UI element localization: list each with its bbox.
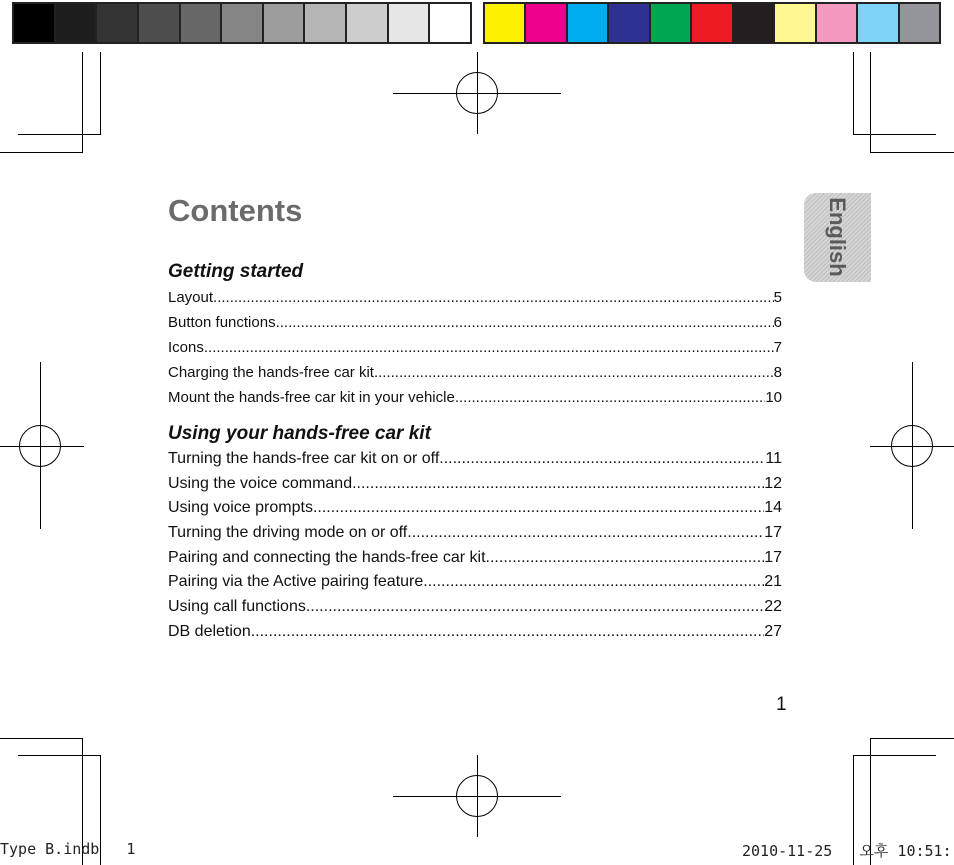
toc-leader-dots — [407, 524, 764, 542]
language-tab — [804, 193, 871, 282]
gray-swatch — [56, 4, 98, 42]
toc-leader-dots — [374, 364, 774, 381]
process-swatch — [775, 4, 816, 42]
gray-swatch — [181, 4, 223, 42]
toc-entry[interactable] — [168, 573, 782, 598]
toc-leader-dots — [251, 623, 764, 641]
process-swatch — [609, 4, 650, 42]
toc-entry-page: 17 — [764, 548, 782, 566]
toc-entry[interactable] — [168, 289, 782, 314]
process-swatch — [734, 4, 775, 42]
process-swatch — [485, 4, 526, 42]
toc-leader-dots — [204, 339, 774, 356]
process-swatch — [900, 4, 939, 42]
toc-entry[interactable] — [168, 598, 782, 623]
toc-entry[interactable] — [168, 475, 782, 500]
toc-leader-dots — [313, 499, 764, 517]
toc-entry-title: Pairing via the Active pairing feature — [168, 573, 424, 591]
toc-entry-page: 21 — [764, 573, 782, 591]
gray-swatch — [305, 4, 347, 42]
toc-entry-title: Using the voice command — [168, 474, 353, 492]
toc-entry-page: 27 — [764, 622, 782, 640]
gray-swatch — [14, 4, 56, 42]
toc-entry-page: 17 — [764, 524, 782, 542]
process-swatch — [858, 4, 899, 42]
toc-list-using-car-kit — [168, 450, 782, 648]
toc-entry-title: Using voice prompts — [168, 499, 313, 517]
toc-entry-title: Charging the hands-free car kit — [168, 364, 374, 381]
toc-entry-page: 7 — [773, 339, 782, 356]
toc-entry[interactable] — [168, 450, 782, 475]
toc-entry-page: 10 — [765, 389, 782, 406]
toc-entry[interactable] — [168, 623, 782, 648]
toc-entry-title: Layout — [168, 289, 214, 306]
toc-entry[interactable] — [168, 314, 782, 339]
gray-swatch — [430, 4, 470, 42]
gray-swatch — [222, 4, 264, 42]
page-title: Contents — [168, 193, 303, 228]
gray-swatch — [264, 4, 306, 42]
toc-entry-page: 11 — [765, 450, 782, 467]
toc-entry[interactable] — [168, 499, 782, 524]
section-heading-using-car-kit: Using your hands-free car kit — [168, 423, 431, 444]
toc-entry-title: Turning the driving mode on or off — [168, 524, 408, 542]
footer-file-info: Type B.indb 1 — [0, 840, 136, 858]
toc-entry-page: 14 — [764, 499, 782, 517]
gray-swatch — [139, 4, 181, 42]
process-swatch — [526, 4, 567, 42]
toc-leader-dots — [306, 598, 764, 616]
toc-entry-title: DB deletion — [168, 622, 251, 640]
toc-entry-page: 8 — [773, 364, 782, 381]
section-heading-getting-started: Getting started — [168, 261, 304, 282]
page-number: 1 — [776, 694, 787, 715]
toc-entry[interactable] — [168, 389, 782, 414]
toc-leader-dots — [276, 314, 774, 331]
gray-swatch — [389, 4, 431, 42]
toc-entry[interactable] — [168, 549, 782, 574]
toc-entry-page: 5 — [773, 289, 782, 306]
toc-entry[interactable] — [168, 524, 782, 549]
gray-swatch — [347, 4, 389, 42]
toc-entry[interactable] — [168, 339, 782, 364]
toc-leader-dots — [439, 450, 765, 468]
grayscale-color-bar — [12, 2, 472, 44]
toc-entry-page: 22 — [764, 598, 782, 616]
gray-swatch — [97, 4, 139, 42]
footer-timestamp: 2010-11-25 오후 10:51: — [742, 842, 952, 860]
process-swatch — [817, 4, 858, 42]
language-tab-label: English — [825, 197, 850, 277]
toc-entry[interactable] — [168, 364, 782, 389]
toc-leader-dots — [423, 573, 764, 591]
toc-entry-page: 6 — [773, 314, 782, 331]
toc-leader-dots — [352, 475, 764, 493]
process-swatch — [568, 4, 609, 42]
toc-entry-title: Button functions — [168, 314, 276, 331]
toc-entry-title: Turning the hands-free car kit on or off — [168, 450, 440, 467]
toc-leader-dots — [455, 389, 766, 406]
toc-list-getting-started — [168, 289, 782, 414]
toc-entry-title: Pairing and connecting the hands-free car kit — [168, 548, 486, 566]
process-swatch — [692, 4, 733, 42]
toc-entry-title: Icons — [168, 339, 204, 356]
toc-entry-page: 12 — [764, 474, 782, 492]
toc-entry-title: Mount the hands-free car kit in your vehicle — [168, 389, 455, 406]
toc-entry-title: Using call functions — [168, 598, 306, 616]
process-color-bar — [483, 2, 941, 44]
process-swatch — [651, 4, 692, 42]
toc-leader-dots — [486, 549, 765, 567]
toc-leader-dots — [213, 289, 774, 306]
